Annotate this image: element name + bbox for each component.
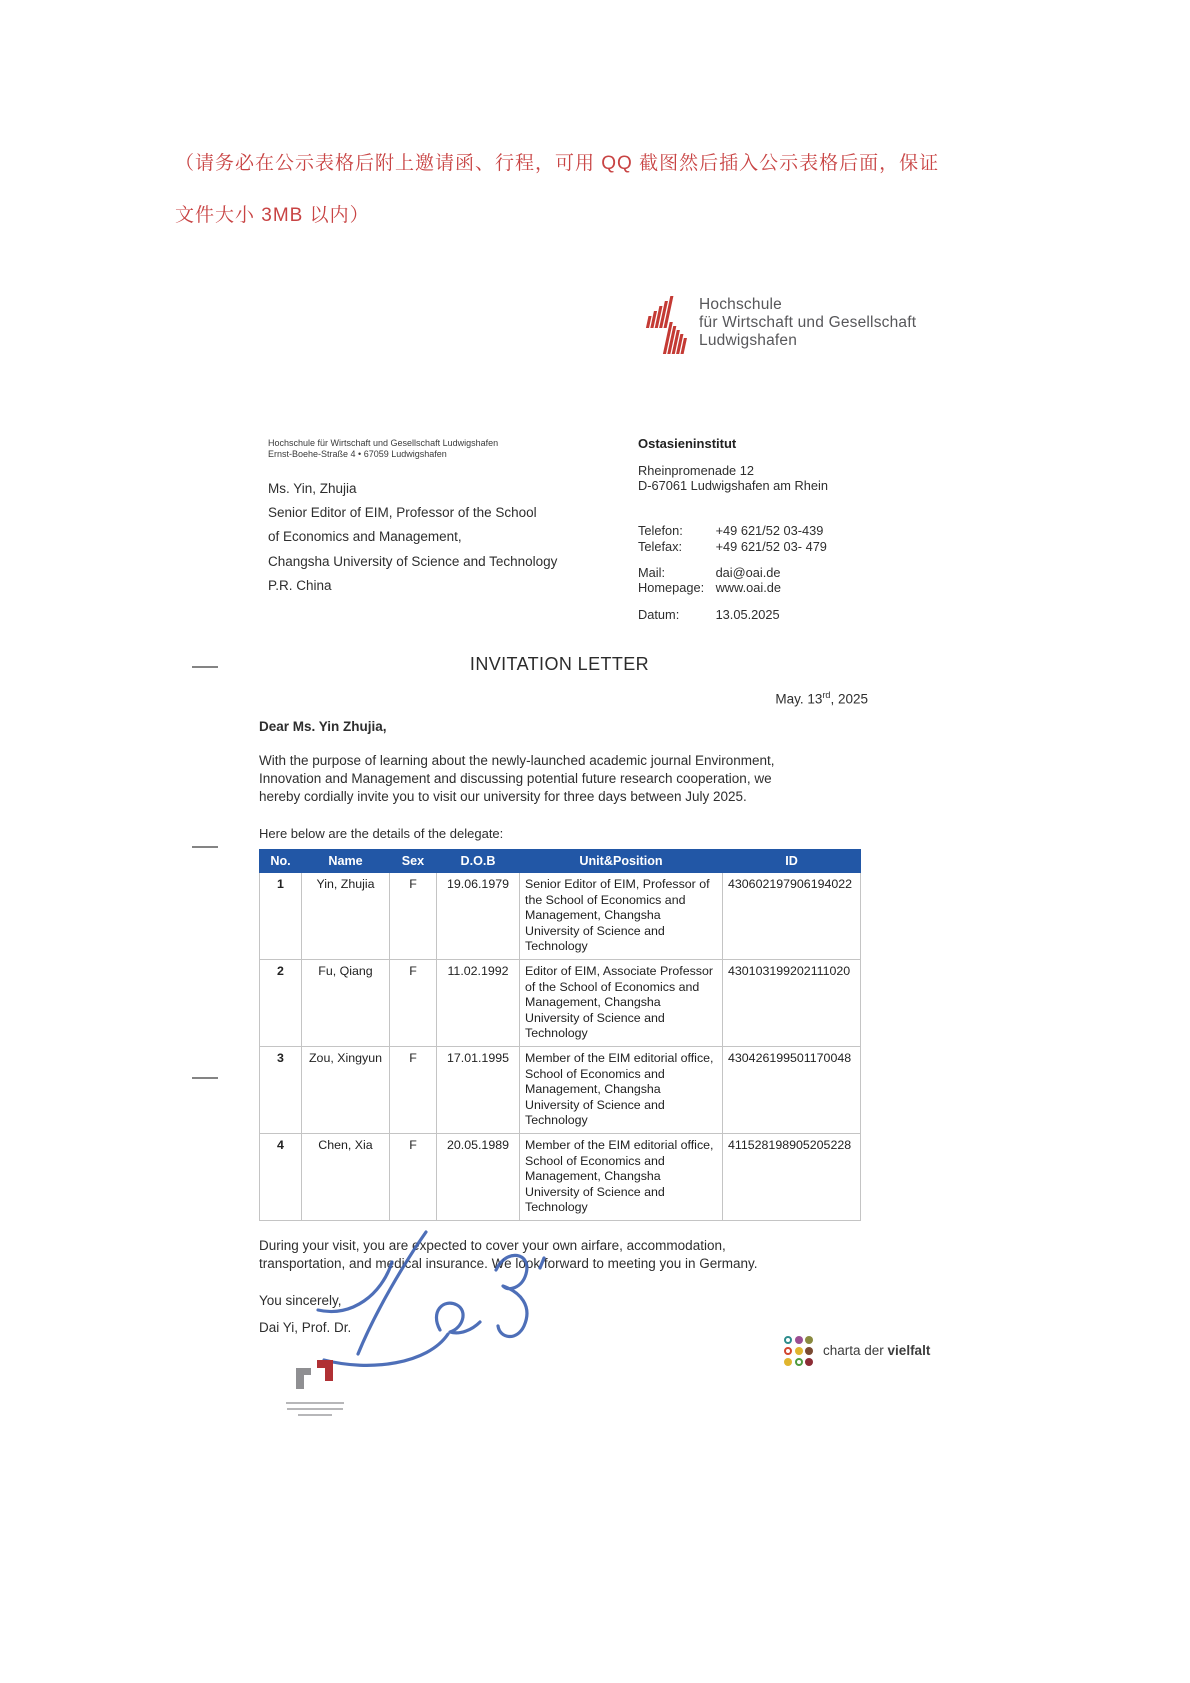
sender-address-line: [268, 438, 498, 460]
date-row: [638, 607, 780, 622]
recipient-country: P.R. China: [268, 577, 332, 593]
logo-line-2: für Wirtschaft und Gesellschaft: [699, 314, 917, 331]
homepage-row: [638, 580, 781, 595]
col-header-id: ID: [723, 850, 861, 873]
paragraph-1-line-1: With the purpose of learning about the newly-launched academic journal Environment,: [259, 753, 775, 768]
cell-name: Chen, Xia: [302, 1133, 390, 1220]
fax-row: [638, 539, 827, 554]
cell-no: 1: [260, 873, 302, 960]
institute-city: D-67061 Ludwigshafen am Rhein: [638, 478, 828, 493]
table-intro: Here below are the details of the delegate:: [259, 826, 504, 841]
cell-sex: F: [390, 1046, 437, 1133]
recipient-title-2: of Economics and Management,: [268, 529, 462, 545]
table-row: [260, 873, 861, 960]
signer-name: Dai Yi, Prof. Dr.: [259, 1320, 352, 1335]
col-header-no: No.: [260, 850, 302, 873]
col-header-sex: Sex: [390, 850, 437, 873]
university-logo-text: [699, 296, 916, 350]
col-header-name: Name: [302, 850, 390, 873]
cell-position: Member of the EIM editorial office, School of Economics and Management, Changsha University of Science and Technology: [520, 1133, 723, 1220]
cell-id: 430103199202111020: [723, 959, 861, 1046]
recipient-title-1: Senior Editor of EIM, Professor of the School: [268, 505, 537, 521]
cell-dob: 19.06.1979: [437, 873, 520, 960]
mail-label: Mail:: [638, 565, 666, 580]
cell-dob: 20.05.1989: [437, 1133, 520, 1220]
table-header-row: [260, 850, 861, 873]
cell-id: 411528198905205228: [723, 1133, 861, 1220]
fax-value: +49 621/52 03- 479: [715, 539, 827, 554]
cell-name: Fu, Qiang: [302, 959, 390, 1046]
logo-line-1: Hochschule: [699, 296, 782, 313]
phone-value: +49 621/52 03-439: [715, 523, 824, 538]
cell-no: 4: [260, 1133, 302, 1220]
margin-dash: [192, 846, 218, 848]
fax-label: Telefax:: [638, 539, 683, 554]
recipient-name: Ms. Yin, Zhujia: [268, 481, 357, 496]
homepage-label: Homepage:: [638, 580, 705, 595]
charta-dot: [795, 1347, 803, 1355]
signature-handwriting: [300, 1222, 555, 1367]
recipient-block: [268, 477, 557, 598]
cell-sex: F: [390, 873, 437, 960]
recipient-org: Changsha University of Science and Technology: [268, 553, 558, 569]
table-row: [260, 1046, 861, 1133]
institute-name: Ostasieninstitut: [638, 436, 737, 451]
cell-sex: F: [390, 959, 437, 1046]
paragraph-2-line-1: During your visit, you are expected to cover your own airfare, accommodation,: [259, 1238, 726, 1253]
cell-position: Member of the EIM editorial office, School of Economics and Management, Changsha University of Science and Technology: [520, 1046, 723, 1133]
cell-id: 430426199501170048: [723, 1046, 861, 1133]
charta-dot: [784, 1358, 792, 1366]
annotation-line-2: 文件大小 3MB 以内）: [175, 205, 370, 226]
phone-row: [638, 523, 823, 538]
cell-no: 2: [260, 959, 302, 1046]
letter-title: INVITATION LETTER: [469, 654, 650, 674]
charta-dot: [784, 1347, 792, 1355]
charta-label-normal: charta der: [823, 1343, 888, 1358]
paragraph-1-line-3: hereby cordially invite you to visit our university for three days between July 2025.: [259, 789, 747, 804]
charta-dot: [805, 1358, 813, 1366]
col-header-dob: D.O.B: [437, 850, 520, 873]
mail-row: [638, 565, 781, 580]
charta-dot: [795, 1358, 803, 1366]
cell-no: 3: [260, 1046, 302, 1133]
paragraph-1-line-2: Innovation and Management and discussing potential future research cooperation, we: [259, 771, 772, 786]
charta-label-bold: vielfalt: [887, 1343, 931, 1358]
salutation: Dear Ms. Yin Zhujia,: [259, 719, 387, 734]
letter-date-day: May. 13: [775, 691, 823, 707]
cell-position: Senior Editor of EIM, Professor of the School of Economics and Management, Changsha University of Science and Technology: [520, 873, 723, 960]
table-row: [260, 1133, 861, 1220]
homepage-value: www.oai.de: [715, 580, 782, 595]
date-value: 13.05.2025: [715, 607, 780, 622]
mail-value: dai@oai.de: [715, 565, 781, 580]
audit-certificate-logo: [292, 1358, 338, 1394]
charta-der-vielfalt-icon: [784, 1336, 815, 1367]
sender-line-1: Hochschule für Wirtschaft und Gesellschaft Ludwigshafen: [268, 438, 499, 448]
cell-name: Yin, Zhujia: [302, 873, 390, 960]
letter-date-ordinal: rd: [822, 690, 831, 700]
charta-dot: [784, 1336, 792, 1344]
date-label: Datum:: [638, 607, 680, 622]
cell-name: Zou, Xingyun: [302, 1046, 390, 1133]
paragraph-2-line-2: transportation, and medical insurance. We look forward to meeting you in Germany.: [259, 1256, 758, 1271]
letter-date: [600, 690, 868, 707]
audit-logo-caption: [284, 1398, 346, 1416]
sender-line-2: Ernst-Boehe-Straße 4 • 67059 Ludwigshafen: [268, 449, 447, 459]
col-header-position: Unit&Position: [520, 850, 723, 873]
cell-position: Editor of EIM, Associate Professor of the School of Economics and Management, Changsha University of Science and Technology: [520, 959, 723, 1046]
margin-dash: [192, 1077, 218, 1079]
annotation-line-1: （请务必在公示表格后附上邀请函、行程，可用 QQ 截图然后插入公示表格后面，保证: [175, 153, 940, 174]
charta-dot: [805, 1347, 813, 1355]
delegates-table: [259, 849, 861, 1221]
cell-dob: 17.01.1995: [437, 1046, 520, 1133]
cell-dob: 11.02.1992: [437, 959, 520, 1046]
institute-street: Rheinpromenade 12: [638, 463, 754, 478]
phone-label: Telefon:: [638, 523, 683, 538]
university-logo-icon: [640, 290, 692, 358]
logo-line-3: Ludwigshafen: [699, 332, 798, 349]
letter-date-year: , 2025: [830, 691, 868, 707]
table-row: [260, 959, 861, 1046]
closing-phrase: You sincerely,: [259, 1293, 342, 1308]
margin-dash: [192, 666, 218, 668]
cell-sex: F: [390, 1133, 437, 1220]
charta-dot: [805, 1336, 813, 1344]
charta-der-vielfalt-label: [823, 1343, 930, 1358]
cell-id: 430602197906194022: [723, 873, 861, 960]
charta-dot: [795, 1336, 803, 1344]
